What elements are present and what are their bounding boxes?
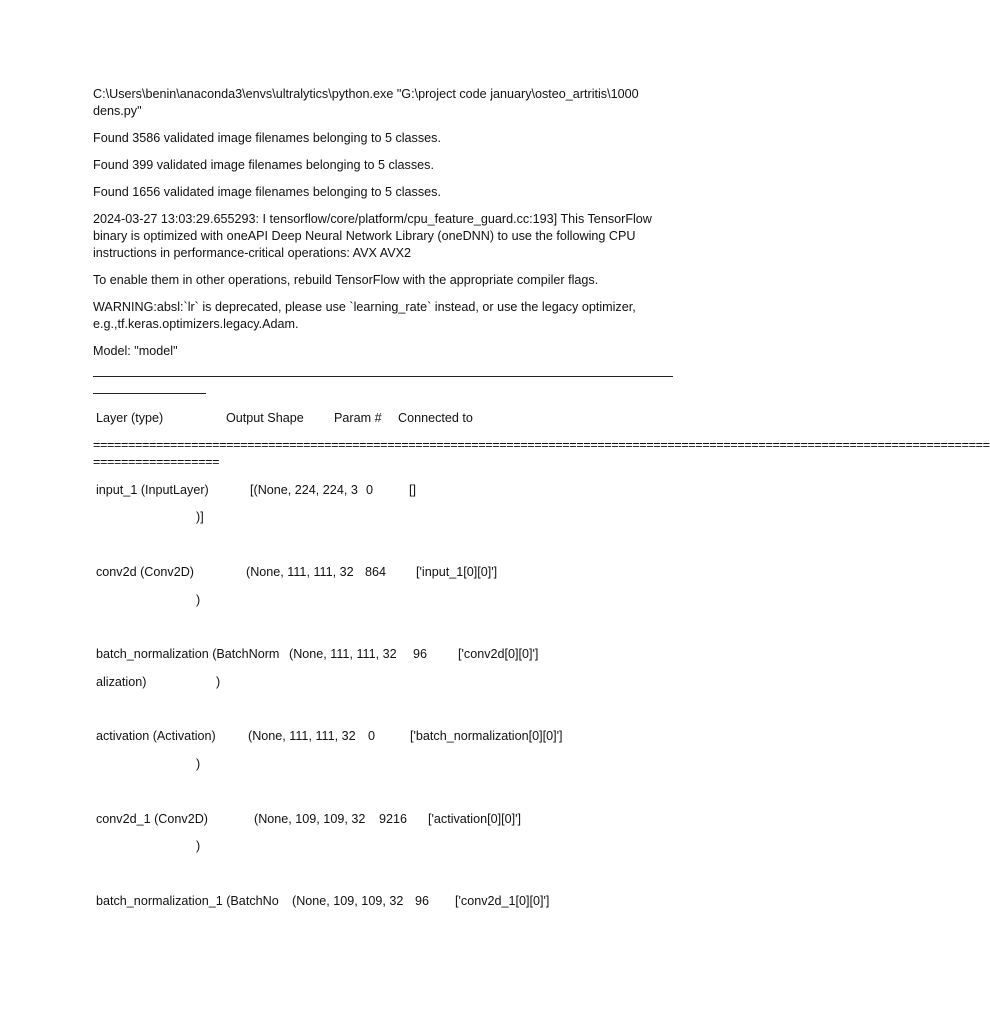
row-output-shape: (None, 111, 111, 32 [289, 647, 397, 661]
row-param: 864 [365, 565, 387, 579]
table-top-rule-tail [93, 393, 206, 394]
row-output-shape: (None, 111, 111, 32 [248, 729, 356, 743]
row-output-shape-cont: ) [216, 675, 221, 689]
row-output-shape-cont: ) [196, 593, 201, 607]
row-output-shape-cont: ) [196, 839, 201, 853]
row-connected: [] [409, 483, 416, 497]
header-layer: Layer (type) [96, 411, 164, 425]
table-top-rule [93, 376, 673, 377]
row-output-shape-cont: ) [196, 757, 201, 771]
row-param: 0 [366, 483, 374, 497]
row-param: 9216 [379, 812, 408, 826]
row-connected: ['input_1[0][0]'] [416, 565, 498, 579]
found-line-3: Found 1656 validated image filenames belonging to 5 classes. [93, 185, 441, 199]
found-line-1: Found 3586 validated image filenames belonging to 5 classes. [93, 131, 441, 145]
table-header [93, 407, 673, 427]
row-param: 0 [368, 729, 376, 743]
deprecation-warning: WARNING:absl:`lr` is deprecated, please use `learning_rate` instead, or use the legacy optimizer, e.g.,tf.keras.optimizers.legacy.Adam. [93, 300, 636, 331]
model-label: Model: "model" [93, 344, 178, 358]
header-output-shape: Output Shape [226, 411, 304, 425]
header-param: Param # [334, 411, 382, 425]
row-output-shape: (None, 109, 109, 32 [254, 812, 366, 826]
tensorflow-info: 2024-03-27 13:03:29.655293: I tensorflow/core/platform/cpu_feature_guard.cc:193] This TensorFlow binary is optimized with oneAPI Deep Neural Network Library (oneDNN) to use the following CPU instructions in performance-critical operations: AVX AVX2 [93, 212, 652, 260]
row-connected: ['conv2d[0][0]'] [458, 647, 539, 661]
table-separator-tail: ================== [93, 455, 220, 469]
row-layer: batch_normalization_1 (BatchNo [96, 894, 279, 908]
found-line-2: Found 399 validated image filenames belonging to 5 classes. [93, 158, 434, 172]
row-connected: ['activation[0][0]'] [428, 812, 522, 826]
command-line: C:\Users\benin\anaconda3\envs\ultralytics\python.exe "G:\project code january\osteo_artritis\1000 dens.py" [93, 87, 639, 118]
row-layer: batch_normalization (BatchNorm [96, 647, 280, 661]
row-output-shape: (None, 109, 109, 32 [292, 894, 404, 908]
row-layer: conv2d (Conv2D) [96, 565, 194, 579]
row-output-shape: [(None, 224, 224, 3 [250, 483, 358, 497]
layer-rows [93, 471, 673, 931]
row-layer-cont: alization) [96, 675, 147, 689]
document-page [93, 86, 990, 931]
row-output-shape: (None, 111, 111, 32 [246, 565, 354, 579]
row-param: 96 [415, 894, 430, 908]
row-output-shape-cont: )] [196, 510, 204, 524]
tensorflow-enable-note: To enable them in other operations, rebuild TensorFlow with the appropriate compiler flags. [93, 273, 599, 287]
table-separator: ================================================================================================================================ [93, 438, 990, 452]
row-connected: ['batch_normalization[0][0]'] [410, 729, 563, 743]
row-param: 96 [413, 647, 428, 661]
row-layer: activation (Activation) [96, 729, 216, 743]
row-layer: conv2d_1 (Conv2D) [96, 812, 209, 826]
row-layer: input_1 (InputLayer) [96, 483, 209, 497]
row-connected: ['conv2d_1[0][0]'] [455, 894, 550, 908]
header-connected-to: Connected to [398, 411, 473, 425]
